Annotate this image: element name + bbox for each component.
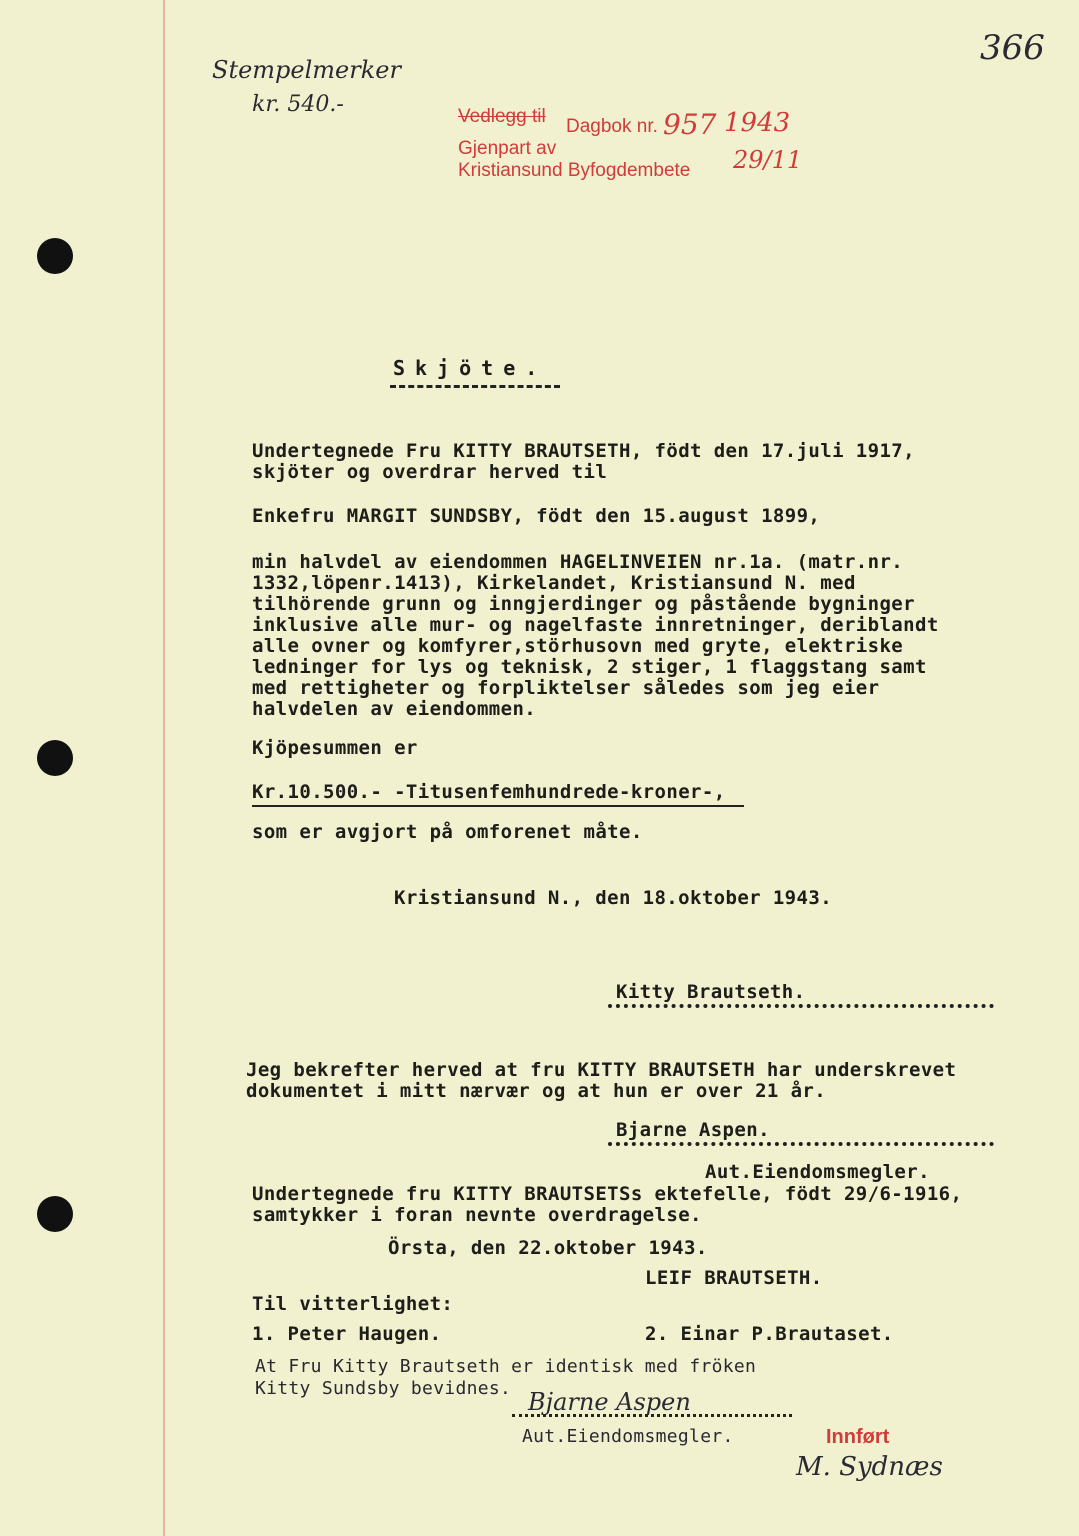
property-line: min halvdel av eiendommen HAGELINVEIEN nr.1a. (matr.nr. xyxy=(252,551,904,573)
witness-title: Aut.Eiendomsmegler. xyxy=(705,1161,930,1183)
grantor-line-2: skjöter og overdrar herved til xyxy=(252,461,608,483)
stamp-line1-struck: Vedlegg til xyxy=(458,106,546,127)
property-line: med rettigheter og forpliktelser således som jeg eier xyxy=(252,677,880,699)
witness-statement-line: Jeg bekrefter herved at fru KITTY BRAUTSETH har underskrevet xyxy=(246,1059,957,1081)
registration-stamp: Innført xyxy=(826,1426,890,1448)
signature-line xyxy=(512,1414,792,1417)
stamp-line2: Gjenpart av xyxy=(458,138,557,159)
identity-line: At Fru Kitty Brautseth er identisk med fröken xyxy=(255,1356,757,1377)
document-title: Skjöte. xyxy=(393,356,548,380)
property-line: tilhörende grunn og inngjerdinger og påstående bygninger xyxy=(252,593,915,615)
place-date: Kristiansund N., den 18.oktober 1943. xyxy=(394,887,833,909)
margin-rule xyxy=(163,0,165,1536)
identity-signature: Bjarne Aspen xyxy=(528,1388,691,1416)
identity-line: Kitty Sundsby bevidnes. xyxy=(255,1378,512,1399)
attest-witness-1: 1. Peter Haugen. xyxy=(252,1323,442,1345)
consent-place-date: Örsta, den 22.oktober 1943. xyxy=(388,1237,708,1259)
property-line: halvdelen av eiendommen. xyxy=(252,698,537,720)
attest-label: Til vitterlighet: xyxy=(252,1293,454,1315)
page-number: 366 xyxy=(980,28,1045,68)
punch-hole xyxy=(37,238,73,274)
signature-line xyxy=(608,1142,994,1146)
property-line: inklusive alle mur- og nagelfaste innretninger, deriblandt xyxy=(252,614,939,636)
consent-line: samtykker i foran nevnte overdragelse. xyxy=(252,1204,702,1226)
purchase-amount-underline xyxy=(252,805,744,807)
stamp-fee-label: Stempelmerker xyxy=(212,56,401,84)
broker-title: Aut.Eiendomsmegler. xyxy=(522,1426,734,1447)
purchase-label: Kjöpesummen er xyxy=(252,737,418,759)
consent-line: Undertegnede fru KITTY BRAUTSETSs ektefelle, födt 29/6-1916, xyxy=(252,1183,963,1205)
punch-hole xyxy=(37,740,73,776)
grantee-line: Enkefru MARGIT SUNDSBY, födt den 15.august 1899, xyxy=(252,505,821,527)
stamp-line1-text: Dagbok nr. xyxy=(566,116,658,137)
property-line: alle ovner og komfyrer,störhusovn med gryte, elektriske xyxy=(252,635,904,657)
stamp-date: 29/11 xyxy=(733,146,803,174)
stamp-line3: Kristiansund Byfogdembete xyxy=(458,160,691,181)
grantor-line-1: Undertegnede Fru KITTY BRAUTSETH, födt den 17.juli 1917, xyxy=(252,440,915,462)
diary-number: 957 xyxy=(663,108,717,141)
witness-name: Bjarne Aspen. xyxy=(616,1119,770,1141)
settled-line: som er avgjort på omforenet måte. xyxy=(252,821,643,843)
title-underline xyxy=(390,385,560,388)
diary-year: 1943 xyxy=(724,108,791,138)
seller-signature: Kitty Brautseth. xyxy=(616,981,806,1003)
signature-line xyxy=(608,1004,994,1008)
purchase-amount: Kr.10.500.- -Titusenfemhundrede-kroner-, xyxy=(252,781,726,803)
stamp-fee-amount: kr. 540.- xyxy=(252,92,344,117)
witness-statement-line: dokumentet i mitt nærvær og at hun er over 21 år. xyxy=(246,1080,827,1102)
spouse-name: LEIF BRAUTSETH. xyxy=(645,1267,823,1289)
property-line: ledninger for lys og teknisk, 2 stiger, 1 flaggstang samt xyxy=(252,656,927,678)
registrar-signature: M. Sydnæs xyxy=(796,1452,943,1482)
punch-hole xyxy=(37,1196,73,1232)
property-line: 1332,löpenr.1413), Kirkelandet, Kristiansund N. med xyxy=(252,572,856,594)
attest-witness-2: 2. Einar P.Brautaset. xyxy=(645,1323,894,1345)
